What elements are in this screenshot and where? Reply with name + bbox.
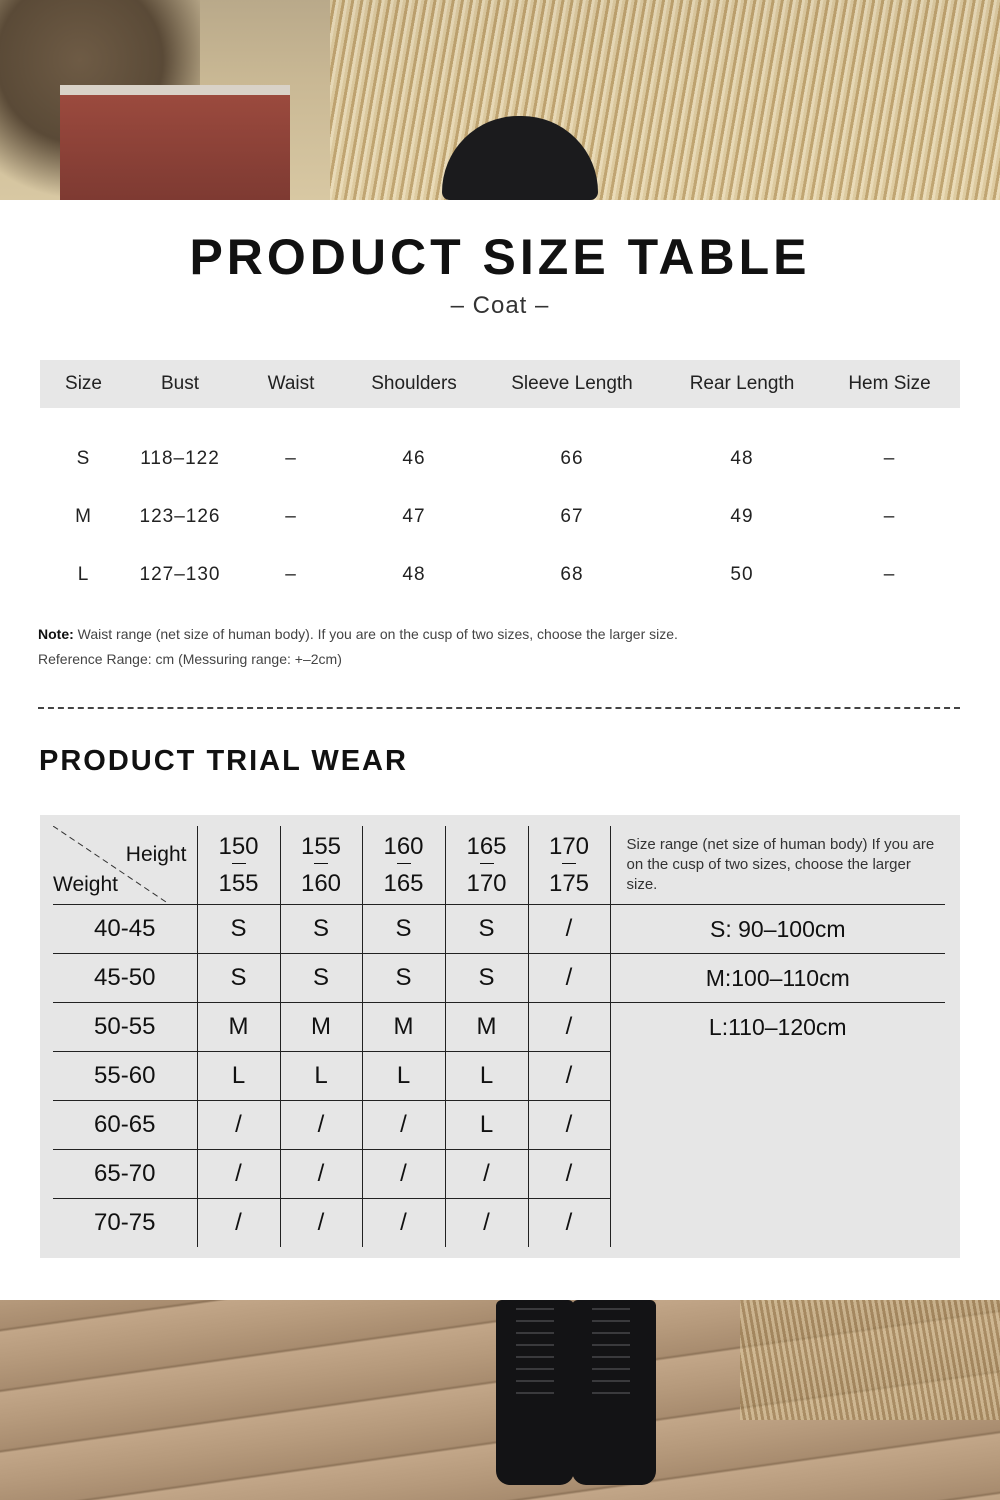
size-cell: / bbox=[445, 1199, 528, 1248]
size-cell: S bbox=[76, 448, 91, 469]
boot-laces bbox=[516, 1308, 554, 1398]
weight-cell: 55-60 bbox=[53, 1052, 197, 1101]
bust-cell: 123–126 bbox=[139, 506, 221, 527]
size-cell: S bbox=[362, 905, 445, 954]
size-cell: / bbox=[197, 1150, 280, 1199]
header-rear-length: Rear Length bbox=[665, 360, 819, 408]
page-title: PRODUCT SIZE TABLE bbox=[189, 229, 811, 285]
header-sleeve-length: Sleeve Length bbox=[479, 360, 665, 408]
size-cell: / bbox=[280, 1101, 362, 1150]
size-cell: / bbox=[528, 1003, 610, 1052]
size-table-header bbox=[40, 360, 960, 408]
table-row bbox=[53, 1052, 945, 1101]
reference-range: Reference Range: cm (Messuring range: +–2cm) bbox=[38, 651, 342, 667]
dry-grass-background bbox=[740, 1300, 1000, 1420]
size-cell: M bbox=[445, 1003, 528, 1052]
size-range-m: M:100–110cm bbox=[610, 954, 945, 1003]
rear-length-cell: 49 bbox=[730, 506, 754, 527]
empty-cell bbox=[610, 1199, 945, 1248]
header-shoulders: Shoulders bbox=[349, 360, 479, 408]
header-hem-size: Hem Size bbox=[819, 360, 960, 408]
size-cell: S bbox=[280, 954, 362, 1003]
weight-cell: 60-65 bbox=[53, 1101, 197, 1150]
size-cell: S bbox=[280, 905, 362, 954]
height-range-header bbox=[445, 826, 528, 905]
size-cell: L bbox=[445, 1101, 528, 1150]
size-cell: / bbox=[362, 1199, 445, 1248]
size-cell: / bbox=[445, 1150, 528, 1199]
size-range-l: L:110–120cm bbox=[610, 1003, 945, 1052]
bust-cell: 118–122 bbox=[140, 448, 220, 469]
height-range-header bbox=[528, 826, 610, 905]
bust-cell: 127–130 bbox=[139, 564, 221, 585]
waist-cell: – bbox=[285, 564, 297, 585]
trial-wear-table bbox=[53, 826, 945, 1247]
table-row bbox=[53, 1199, 945, 1248]
shoulders-cell: 46 bbox=[402, 448, 426, 469]
empty-cell bbox=[610, 1101, 945, 1150]
note-text: Waist range (net size of human body). If you are on the cusp of two sizes, choose the larger size. bbox=[73, 626, 678, 642]
weight-cell: 65-70 bbox=[53, 1150, 197, 1199]
waist-cell: – bbox=[285, 448, 297, 469]
height-from: 170 bbox=[548, 833, 590, 860]
size-cell: / bbox=[362, 1150, 445, 1199]
table-row bbox=[53, 1101, 945, 1150]
size-range-description: Size range (net size of human body) If you are on the cusp of two sizes, choose the larger size. bbox=[610, 826, 945, 905]
height-range-header bbox=[280, 826, 362, 905]
height-to: 155 bbox=[198, 865, 280, 902]
size-cell: M bbox=[362, 1003, 445, 1052]
table-row bbox=[40, 430, 960, 488]
table-row bbox=[40, 488, 960, 546]
rear-length-cell: 50 bbox=[730, 564, 754, 585]
height-range-header bbox=[362, 826, 445, 905]
header-waist: Waist bbox=[233, 360, 349, 408]
size-cell: / bbox=[280, 1199, 362, 1248]
size-cell: S bbox=[197, 905, 280, 954]
height-axis-label: Height bbox=[125, 843, 187, 866]
size-notes bbox=[38, 622, 678, 672]
header-bust: Bust bbox=[127, 360, 233, 408]
empty-cell bbox=[610, 1150, 945, 1199]
weight-cell: 45-50 bbox=[53, 954, 197, 1003]
size-cell: / bbox=[528, 1052, 610, 1101]
size-cell: S bbox=[197, 954, 280, 1003]
height-from: 150 bbox=[218, 833, 259, 860]
dashed-divider bbox=[38, 707, 960, 709]
size-cell: / bbox=[528, 954, 610, 1003]
height-to: 165 bbox=[363, 865, 445, 902]
header-size: Size bbox=[40, 360, 127, 408]
height-to: 175 bbox=[529, 865, 610, 902]
empty-cell bbox=[610, 1052, 945, 1101]
size-cell: / bbox=[528, 1101, 610, 1150]
size-cell: / bbox=[528, 905, 610, 954]
height-range-header bbox=[197, 826, 280, 905]
size-cell: / bbox=[197, 1101, 280, 1150]
waist-cell: – bbox=[285, 506, 297, 527]
table-row bbox=[53, 954, 945, 1003]
size-cell: L bbox=[197, 1052, 280, 1101]
black-boot-left bbox=[496, 1300, 574, 1485]
height-weight-corner bbox=[53, 826, 197, 905]
weight-cell: 50-55 bbox=[53, 1003, 197, 1052]
hem-size-cell: – bbox=[883, 506, 896, 527]
size-range-s: S: 90–100cm bbox=[610, 905, 945, 954]
note-label: Note: bbox=[38, 626, 74, 642]
size-cell: / bbox=[197, 1199, 280, 1248]
hem-size-cell: – bbox=[883, 448, 896, 469]
size-cell: S bbox=[445, 905, 528, 954]
size-cell: L bbox=[362, 1052, 445, 1101]
size-cell: M bbox=[280, 1003, 362, 1052]
size-cell: / bbox=[528, 1199, 610, 1248]
weight-axis-label: Weight bbox=[53, 873, 118, 896]
weight-cell: 40-45 bbox=[53, 905, 197, 954]
height-from: 155 bbox=[300, 833, 342, 860]
size-cell: L bbox=[445, 1052, 528, 1101]
rear-length-cell: 48 bbox=[730, 448, 754, 469]
height-to: 160 bbox=[281, 865, 362, 902]
product-size-table bbox=[40, 360, 960, 604]
bottom-photo-banner bbox=[0, 1300, 1000, 1500]
height-from: 165 bbox=[466, 833, 507, 860]
page-subtitle: – Coat – bbox=[450, 292, 550, 319]
weight-cell: 70-75 bbox=[53, 1199, 197, 1248]
size-cell: M bbox=[197, 1003, 280, 1052]
size-cell: S bbox=[445, 954, 528, 1003]
top-photo-banner bbox=[0, 0, 1000, 200]
table-row bbox=[53, 1003, 945, 1052]
trial-header-row bbox=[53, 826, 945, 905]
sleeve-length-cell: 67 bbox=[560, 506, 584, 527]
table-row bbox=[53, 1150, 945, 1199]
height-to: 170 bbox=[446, 865, 528, 902]
red-house-background bbox=[60, 95, 290, 200]
trial-wear-title: PRODUCT TRIAL WEAR bbox=[39, 745, 408, 777]
sleeve-length-cell: 66 bbox=[560, 448, 584, 469]
shoulders-cell: 47 bbox=[402, 506, 426, 527]
size-cell: S bbox=[362, 954, 445, 1003]
table-row bbox=[53, 905, 945, 954]
size-cell: / bbox=[528, 1150, 610, 1199]
hem-size-cell: – bbox=[883, 564, 896, 585]
black-boot-right bbox=[572, 1300, 656, 1485]
size-cell: M bbox=[75, 506, 92, 527]
size-cell: L bbox=[280, 1052, 362, 1101]
dry-grass-background bbox=[330, 0, 1000, 200]
shoulders-cell: 48 bbox=[402, 564, 426, 585]
boot-laces bbox=[592, 1308, 630, 1398]
sleeve-length-cell: 68 bbox=[560, 564, 584, 585]
size-cell: / bbox=[362, 1101, 445, 1150]
size-cell: / bbox=[280, 1150, 362, 1199]
height-from: 160 bbox=[383, 833, 424, 860]
note-line bbox=[38, 622, 678, 647]
size-cell: L bbox=[77, 564, 90, 585]
table-row bbox=[40, 546, 960, 604]
